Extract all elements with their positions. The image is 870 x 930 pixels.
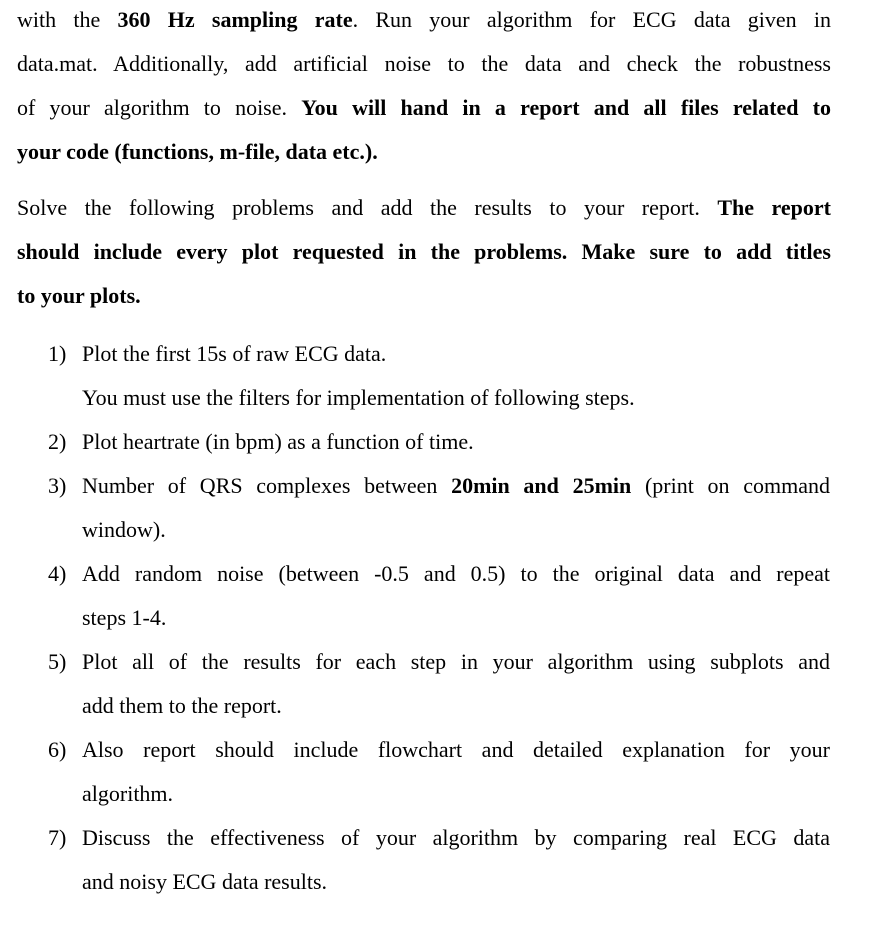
solve-paragraph — [17, 186, 831, 318]
intro-line-3: of your algorithm to noise. You will hand in a report and all files related to — [17, 95, 831, 120]
item-number: 2) — [48, 429, 67, 454]
list-item — [0, 420, 870, 464]
list-item — [0, 464, 870, 552]
intro-line-1: with the 360 Hz sampling rate. Run your algorithm for ECG data given in — [17, 7, 831, 32]
item-text: Number of QRS complexes between 20min and 25min (print on command — [82, 473, 830, 498]
problem-list — [0, 332, 870, 904]
item-number: 3) — [48, 473, 67, 498]
list-item — [0, 816, 870, 904]
intro-line-4: your code (functions, m-file, data etc.). — [17, 139, 378, 164]
list-item — [0, 640, 870, 728]
item-text: algorithm. — [82, 781, 174, 806]
item-text: Plot all of the results for each step in your algorithm using subplots and — [82, 649, 830, 674]
item-number: 4) — [48, 561, 67, 586]
solve-line-1: Solve the following problems and add the results to your report. The report — [17, 195, 832, 220]
hand-in-emphasis: You will hand in a report and all files related to — [301, 95, 831, 120]
intro-paragraph — [17, 0, 831, 174]
item-text: Discuss the effectiveness of your algorithm by comparing real ECG data — [82, 825, 830, 850]
item-text: Plot the first 15s of raw ECG data. — [82, 341, 387, 366]
sampling-rate-emphasis: 360 Hz sampling rate — [117, 7, 353, 32]
item-number: 1) — [48, 341, 67, 366]
item-number: 6) — [48, 737, 67, 762]
list-item — [0, 332, 870, 376]
list-item — [0, 728, 870, 816]
list-item — [0, 552, 870, 640]
item-text: steps 1-4. — [82, 605, 167, 630]
time-range-emphasis: 20min and 25min — [451, 473, 632, 498]
item-text: Add random noise (between -0.5 and 0.5) to the original data and repeat — [82, 561, 830, 586]
item-text: Plot heartrate (in bpm) as a function of time. — [82, 429, 474, 454]
solve-line-2: should include every plot requested in the problems. Make sure to add titles — [17, 239, 831, 264]
solve-line-3: to your plots. — [17, 283, 141, 308]
item-number: 7) — [48, 825, 67, 850]
item-text: Also report should include flowchart and detailed explanation for your — [82, 737, 830, 762]
item-text: window). — [82, 517, 166, 542]
item-number: 5) — [48, 649, 67, 674]
item-text: add them to the report. — [82, 693, 282, 718]
filters-note: You must use the filters for implementation of following steps. — [82, 385, 635, 410]
intro-line-2: data.mat. Additionally, add artificial noise to the data and check the robustness — [17, 51, 831, 76]
item-text: and noisy ECG data results. — [82, 869, 328, 894]
report-emphasis: The report — [717, 195, 832, 220]
